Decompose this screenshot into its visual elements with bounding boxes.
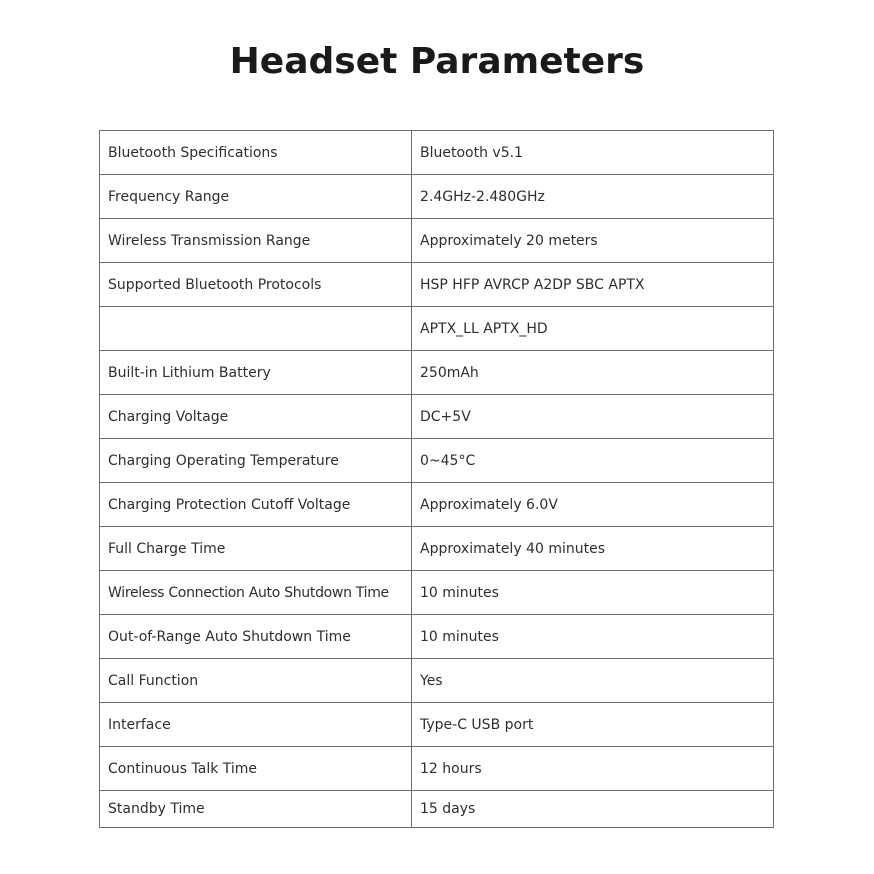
page-title: Headset Parameters bbox=[229, 41, 645, 82]
table-row bbox=[100, 527, 774, 571]
table-row bbox=[100, 659, 774, 703]
parameter-value: 15 days bbox=[412, 791, 774, 828]
table-row bbox=[100, 747, 774, 791]
table-row bbox=[100, 439, 774, 483]
parameter-name: Built-in Lithium Battery bbox=[100, 351, 412, 395]
table-row bbox=[100, 263, 774, 307]
parameter-name: Out-of-Range Auto Shutdown Time bbox=[100, 615, 412, 659]
parameter-value: 0~45°C bbox=[412, 439, 774, 483]
table-row bbox=[100, 703, 774, 747]
parameter-value: Bluetooth v5.1 bbox=[412, 131, 774, 175]
parameter-value: Approximately 20 meters bbox=[412, 219, 774, 263]
parameter-value: Approximately 40 minutes bbox=[412, 527, 774, 571]
parameter-name bbox=[100, 307, 412, 351]
parameter-name: Supported Bluetooth Protocols bbox=[100, 263, 412, 307]
table-row bbox=[100, 307, 774, 351]
parameter-value: APTX_LL APTX_HD bbox=[412, 307, 774, 351]
parameter-name: Call Function bbox=[100, 659, 412, 703]
table-row bbox=[100, 351, 774, 395]
parameter-value: Yes bbox=[412, 659, 774, 703]
parameter-name: Full Charge Time bbox=[100, 527, 412, 571]
table-row bbox=[100, 483, 774, 527]
parameters-table bbox=[99, 130, 774, 828]
parameter-value: DC+5V bbox=[412, 395, 774, 439]
parameter-name: Continuous Talk Time bbox=[100, 747, 412, 791]
parameter-name: Standby Time bbox=[100, 791, 412, 828]
parameter-name: Charging Protection Cutoff Voltage bbox=[100, 483, 412, 527]
parameter-name: Wireless Transmission Range bbox=[100, 219, 412, 263]
parameter-name: Interface bbox=[100, 703, 412, 747]
table-row bbox=[100, 791, 774, 828]
parameter-value: 250mAh bbox=[412, 351, 774, 395]
parameter-value: 10 minutes bbox=[412, 615, 774, 659]
parameter-name: Charging Voltage bbox=[100, 395, 412, 439]
parameter-name: Bluetooth Specifications bbox=[100, 131, 412, 175]
parameter-value: 12 hours bbox=[412, 747, 774, 791]
parameter-name: Charging Operating Temperature bbox=[100, 439, 412, 483]
table-row bbox=[100, 131, 774, 175]
parameter-value: 2.4GHz-2.480GHz bbox=[412, 175, 774, 219]
parameter-value: Approximately 6.0V bbox=[412, 483, 774, 527]
table-row bbox=[100, 615, 774, 659]
table-row bbox=[100, 219, 774, 263]
table-row bbox=[100, 571, 774, 615]
parameter-value: 10 minutes bbox=[412, 571, 774, 615]
parameter-name: Wireless Connection Auto Shutdown Time bbox=[100, 571, 412, 615]
table-row bbox=[100, 175, 774, 219]
table-row bbox=[100, 395, 774, 439]
parameter-value: Type-C USB port bbox=[412, 703, 774, 747]
parameter-value: HSP HFP AVRCP A2DP SBC APTX bbox=[412, 263, 774, 307]
parameter-name: Frequency Range bbox=[100, 175, 412, 219]
